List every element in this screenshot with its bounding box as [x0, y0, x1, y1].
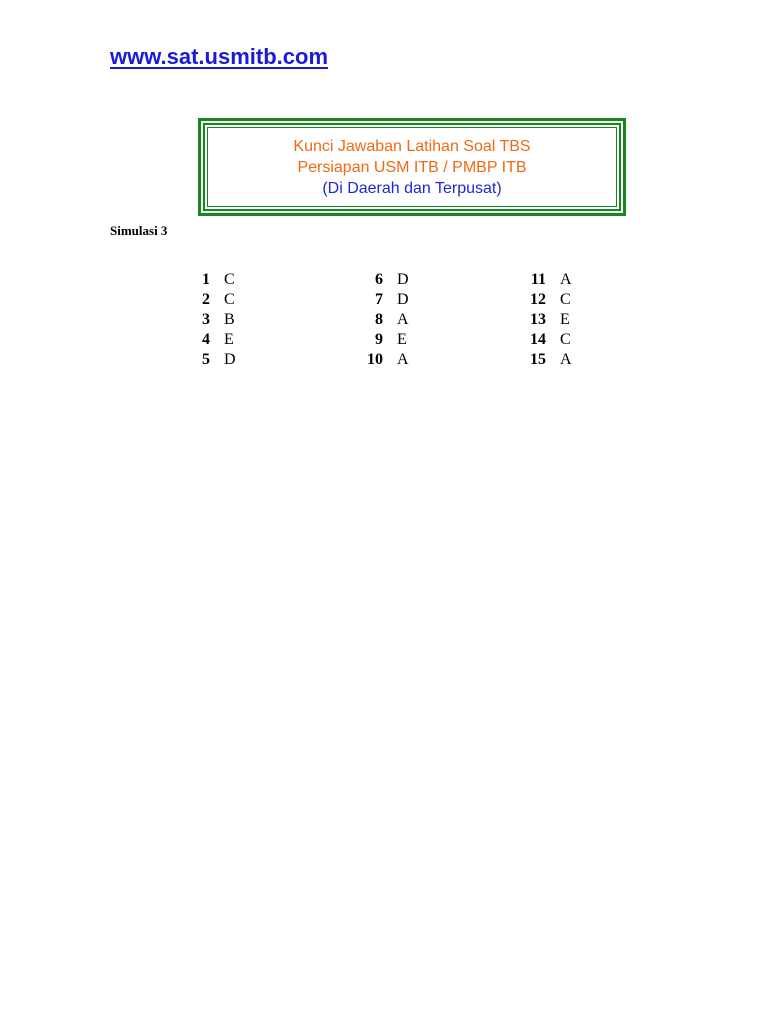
question-number: 5 — [202, 351, 210, 368]
answer-letter: C — [560, 331, 571, 348]
title-box-content — [207, 127, 617, 207]
answer-letter: D — [397, 291, 409, 308]
answer-letter: A — [397, 351, 409, 368]
answer-letter: A — [397, 311, 409, 328]
question-number: 14 — [530, 331, 546, 348]
title-line-3: (Di Daerah dan Terpusat) — [322, 179, 502, 197]
answer-letter: E — [224, 331, 234, 348]
question-number: 9 — [375, 331, 383, 348]
answer-letter: B — [224, 311, 235, 328]
title-line-2: Persiapan USM ITB / PMBP ITB — [297, 158, 527, 176]
question-number: 8 — [375, 311, 383, 328]
site-url-link[interactable]: www.sat.usmitb.com — [110, 44, 329, 69]
question-number: 4 — [202, 331, 210, 348]
question-number: 7 — [375, 291, 383, 308]
title-line-1: Kunci Jawaban Latihan Soal TBS — [293, 137, 531, 155]
answer-letter: A — [560, 351, 572, 368]
answer-letter: C — [224, 291, 235, 308]
question-number: 6 — [375, 271, 383, 288]
question-number: 15 — [530, 351, 546, 368]
answer-letter: E — [397, 331, 407, 348]
answer-letter: A — [560, 271, 572, 288]
title-box-border — [203, 123, 621, 211]
question-number: 1 — [202, 271, 210, 288]
question-number: 12 — [530, 291, 546, 308]
answer-letter: D — [397, 271, 409, 288]
question-number: 13 — [530, 311, 546, 328]
answer-letter: C — [224, 271, 235, 288]
answer-letter: E — [560, 311, 570, 328]
title-box — [198, 118, 626, 216]
question-number: 2 — [202, 291, 210, 308]
question-number: 11 — [530, 271, 546, 288]
question-number: 3 — [202, 311, 210, 328]
section-label: Simulasi 3 — [110, 223, 168, 238]
question-number: 10 — [367, 351, 383, 368]
answer-letter: D — [224, 351, 236, 368]
answer-letter: C — [560, 291, 571, 308]
